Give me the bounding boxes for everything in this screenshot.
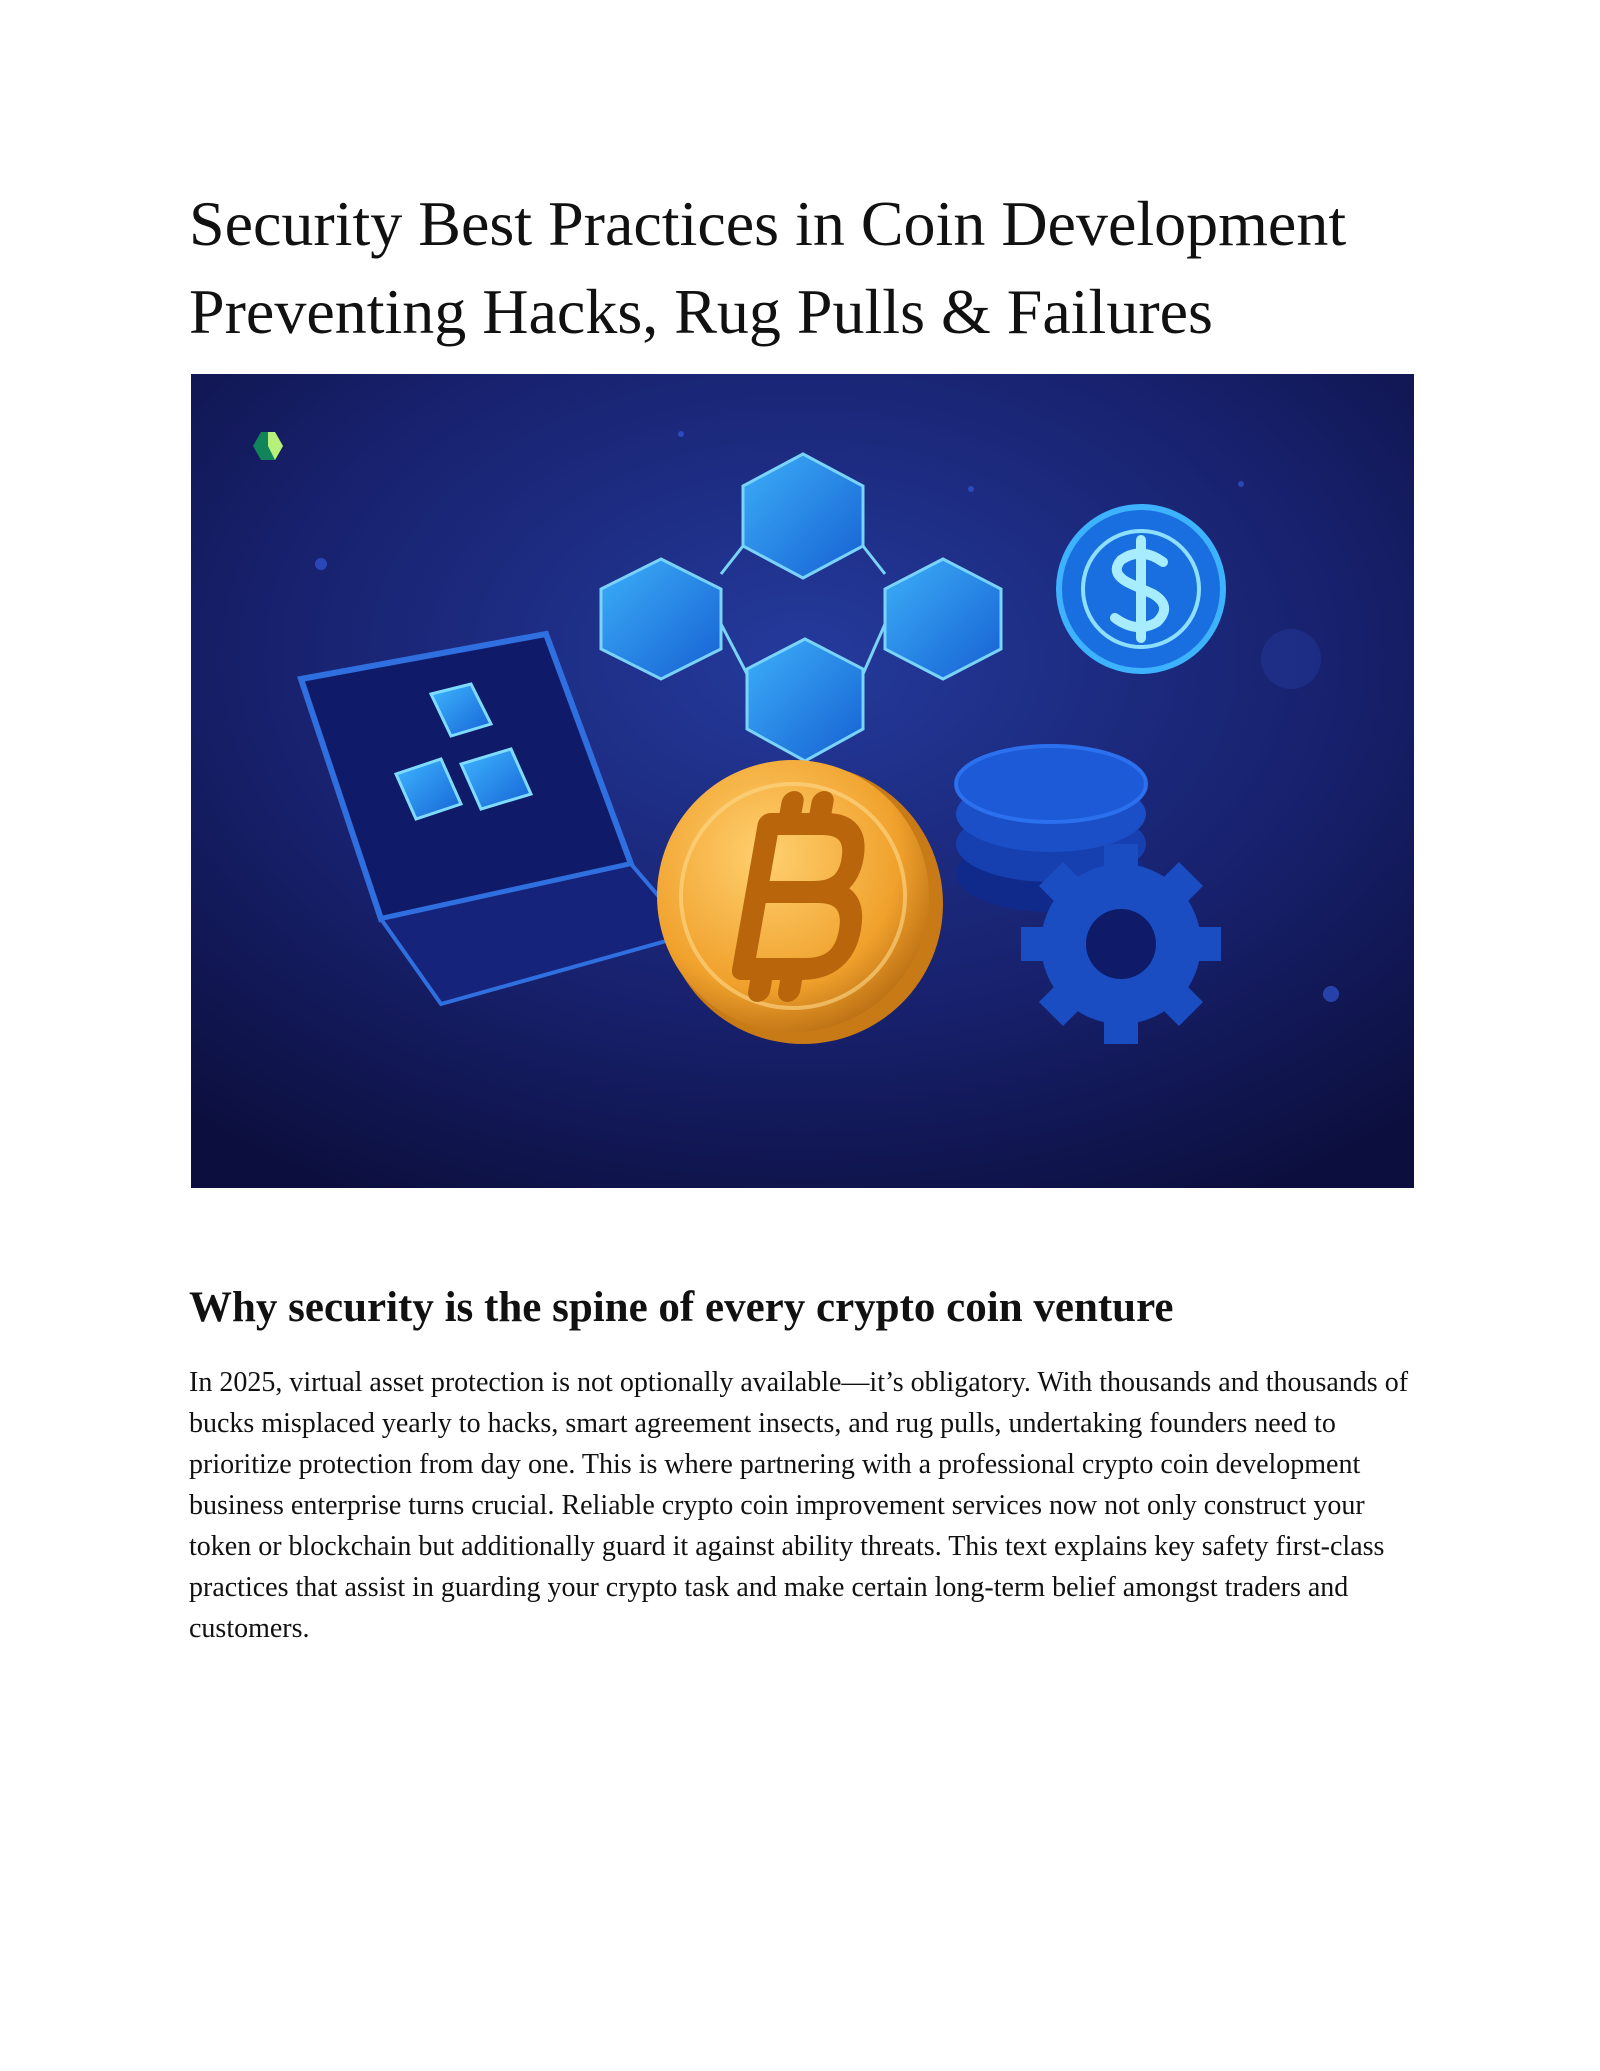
section-heading: Why security is the spine of every crypto coin venture [189, 1284, 1174, 1331]
body-paragraph: In 2025, virtual asset protection is not optionally available—it’s obligatory. With thousands and thousands of bucks misplaced yearly to hacks, smart agreement insects, and rug pulls, undertaking founders need to prioritize protection from day one. This is where partnering with a professional crypto coin development business enterprise turns crucial. Reliable crypto coin improvement services now not only construct your token or blockchain but additionally guard it against ability threats. This text explains key safety first-class practices that assist in guarding your crypto task and make certain long-term belief amongst traders and customers. [189, 1367, 1409, 1644]
gear-icon [1021, 844, 1221, 1044]
hero-image [191, 374, 1414, 1188]
dollar-coin-icon [1059, 507, 1223, 671]
page-title: Security Best Practices in Coin Development Preventing Hacks, Rug Pulls & Failures [189, 188, 1347, 347]
